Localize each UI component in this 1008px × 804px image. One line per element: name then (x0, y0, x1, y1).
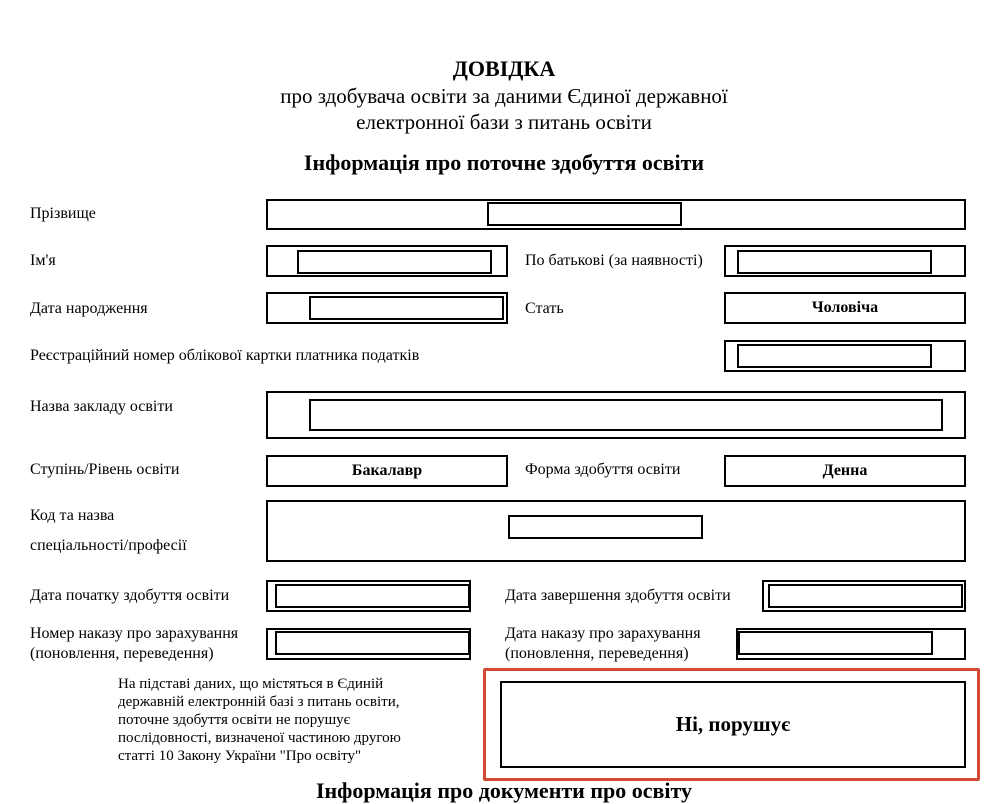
conclusion-note (118, 675, 478, 765)
patronymic-label: По батькові (за наявності) (525, 252, 703, 269)
order-date-label-line2: (поновлення, переведення) (505, 645, 689, 662)
study-form-label: Форма здобуття освіти (525, 461, 681, 478)
end-date-redaction (768, 584, 963, 608)
order-date-label-line1: Дата наказу про зарахування (505, 625, 701, 642)
document-subtitle-line2: електронної бази з питань освіти (356, 110, 652, 134)
degree-label: Ступінь/Рівень освіти (30, 461, 180, 478)
specialty-label-line2: спеціальності/професії (30, 537, 187, 554)
verdict-box (500, 681, 966, 768)
conclusion-note-line: послідовності, визначеної частиною другою (118, 730, 401, 746)
order-number-redaction (275, 631, 470, 655)
tax-number-redaction (737, 344, 932, 368)
name-redaction (297, 250, 492, 274)
next-section-title: Інформація про документи про освіту (315, 778, 693, 803)
name-label: Ім'я (30, 252, 56, 269)
order-number-label-line2: (поновлення, переведення) (30, 645, 214, 662)
specialty-label-line1: Код та назва (30, 507, 115, 524)
sex-label: Стать (525, 300, 564, 317)
verdict-text: Ні, порушує (675, 712, 791, 736)
conclusion-note-line: державній електронній базі з питань освіти, (118, 694, 400, 710)
specialty-redaction (508, 515, 703, 539)
surname-label: Прізвище (30, 205, 96, 222)
birthdate-redaction (309, 296, 504, 320)
section-title: Інформація про поточне здобуття освіти (303, 150, 705, 175)
surname-redaction (487, 202, 682, 226)
conclusion-note-line: поточне здобуття освіти не порушує (118, 712, 351, 728)
start-date-label: Дата початку здобуття освіти (30, 587, 230, 604)
institution-label: Назва закладу освіти (30, 398, 173, 415)
start-date-redaction (275, 584, 470, 608)
conclusion-note-line: статті 10 Закону України "Про освіту" (118, 748, 362, 764)
conclusion-note-line: На підставі даних, що містяться в Єдиній (118, 676, 384, 692)
birthdate-label: Дата народження (30, 300, 148, 317)
order-date-redaction (738, 631, 933, 655)
order-number-label-line1: Номер наказу про зарахування (30, 625, 239, 642)
degree-value: Бакалавр (266, 455, 508, 487)
tax-number-label: Реєстраційний номер облікової картки платника податків (30, 347, 420, 364)
sex-value: Чоловіча (724, 292, 966, 324)
study-form-value: Денна (724, 455, 966, 487)
document-subtitle-line1: про здобувача освіти за даними Єдиної державної (280, 84, 728, 108)
institution-redaction (309, 399, 943, 431)
document-title: ДОВІДКА (452, 56, 556, 81)
end-date-label: Дата завершення здобуття освіти (505, 587, 731, 604)
patronymic-redaction (737, 250, 932, 274)
